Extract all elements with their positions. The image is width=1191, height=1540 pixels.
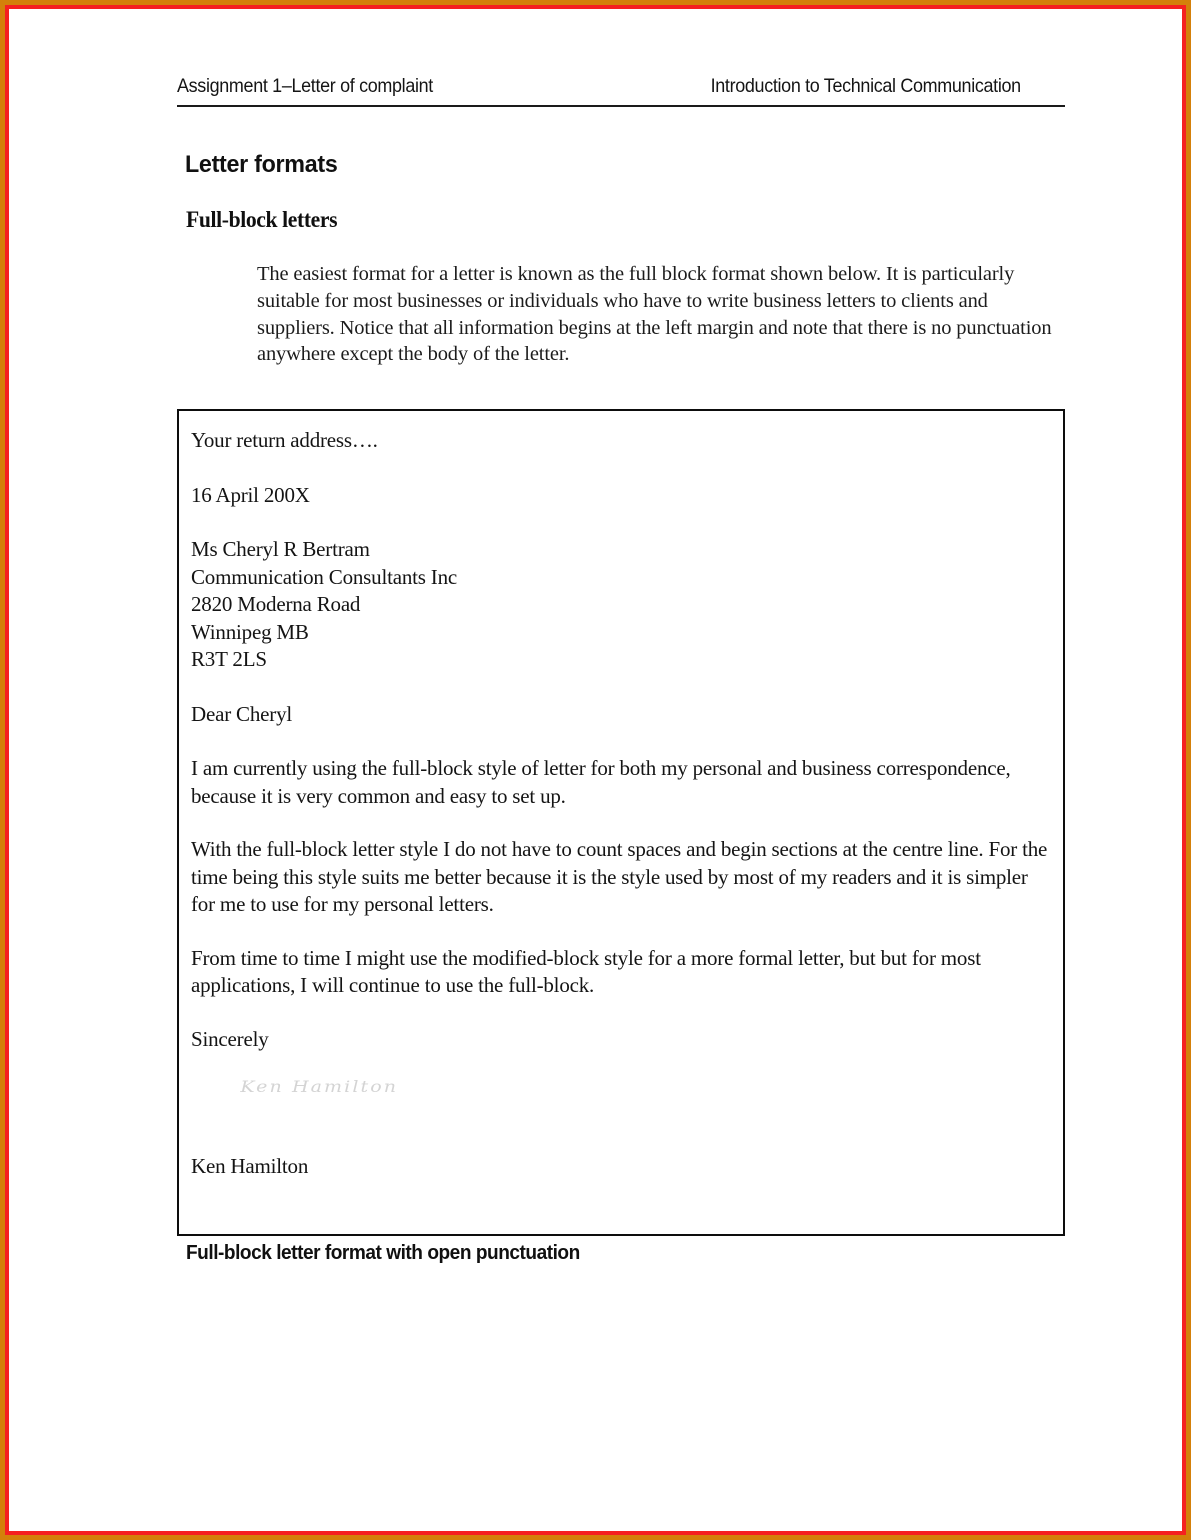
section-heading-full-block-letters: Full-block letters xyxy=(186,207,338,232)
spacer xyxy=(191,455,1049,482)
intro-paragraph: The easiest format for a letter is known as the full block format shown below. It is particularly suitable for most businesses or individuals who have to write business letters to clients and suppliers. Notice that all information begins at the left margin and note that there is no punctuation anywhere except the body of the letter. xyxy=(257,263,1052,366)
recipient-line: R3T 2LS xyxy=(191,647,267,671)
letter-return-address: Your return address…. xyxy=(191,428,378,452)
letter-closing: Sincerely xyxy=(191,1026,269,1051)
spacer xyxy=(191,1117,1049,1153)
letter-salutation: Dear Cheryl xyxy=(191,701,293,726)
running-header xyxy=(177,75,1021,98)
figure-caption: Full-block letter format with open punctuation xyxy=(186,1241,580,1264)
spacer xyxy=(191,674,1049,701)
spacer xyxy=(191,810,1049,836)
handwritten-signature: Ken Hamilton xyxy=(240,1077,399,1096)
recipient-line: Winnipeg MB xyxy=(191,619,309,644)
letter-body-paragraph: With the full-block letter style I do not have to count spaces and begin sections at the centre line. For the time being this style suits me better because it is the style used by most of my readers and it is simpler for me to use for my personal letters. xyxy=(191,837,1048,916)
spacer xyxy=(191,919,1049,945)
letter-date: 16 April 200X xyxy=(191,482,310,507)
header-right-text: Introduction to Technical Communication xyxy=(710,75,1021,97)
spacer xyxy=(191,728,1049,755)
recipient-line: Communication Consultants Inc xyxy=(191,564,458,589)
recipient-line: 2820 Moderna Road xyxy=(191,592,361,616)
letter-signer-name: Ken Hamilton xyxy=(191,1154,309,1178)
sample-letter-box xyxy=(177,409,1065,1236)
letter-body-paragraph: From time to time I might use the modified-block style for a more formal letter, but but for most applications, I will continue to use the full-block. xyxy=(191,945,981,997)
spacer xyxy=(191,509,1049,536)
page-title: Letter formats xyxy=(185,151,338,178)
spacer xyxy=(191,1000,1049,1026)
paper-sheet xyxy=(9,9,1182,1531)
recipient-line: Ms Cheryl R Bertram xyxy=(191,537,370,561)
letter-recipient-address xyxy=(191,536,1049,674)
header-left-text: Assignment 1–Letter of complaint xyxy=(177,75,433,97)
letter-body-paragraph: I am currently using the full-block style of letter for both my personal and business correspondence, because it is very common and easy to set up. xyxy=(191,756,1011,808)
header-rule-divider xyxy=(177,105,1065,107)
sample-letter-content xyxy=(191,427,1049,1181)
